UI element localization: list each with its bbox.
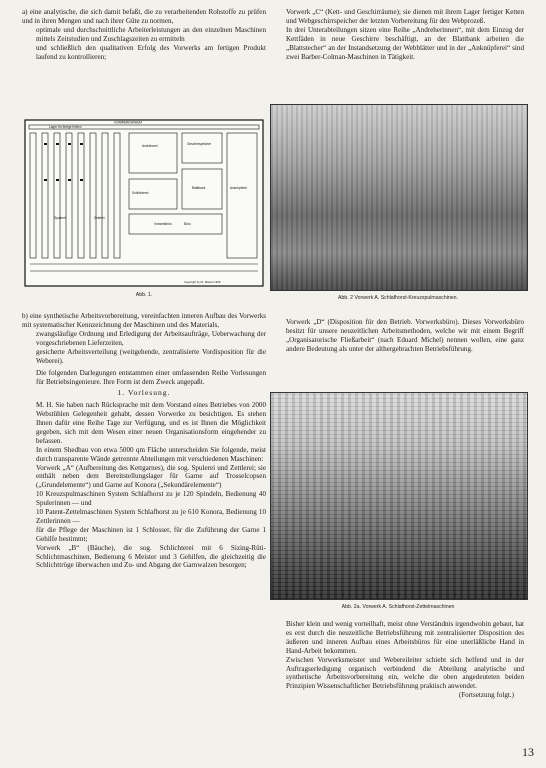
right-intro-block [272,8,524,61]
plan-label-vorwerkbuero: Vorwerkbüro [154,222,172,226]
item-a-2: optimale und durchschnittliche Arbeiterleistungen an den einzelnen Maschinen mittels Zeitstudien und Zuschlagszeiten zu ermitteln [36,25,266,43]
kreuzspul-line: 10 Kreuzspulmaschinen System Schlafhorst zu je 120 Spindeln, Bedienung 40 Spulerinnen — und [36,490,266,508]
plan-label-geschirrspeicher: Geschirrspeicher [187,142,212,146]
figure2a-photo [270,392,528,600]
right-closing-block [272,620,524,700]
item-b-3: gesicherte Arbeitsverteilung (weitgehende, zentralisierte Vordisposition für die Weberei). [36,347,266,365]
item-b: b) eine synthetische Arbeitsvorbereitung, vereinfachten inneren Aufbau des Vorwerks mit systematischer Kennzeichnung der Maschinen und des Materials, [22,312,266,329]
vorwerk-d-paragraph: Vorwerk „D“ (Disposition für den Betrieb. Vorwerksbüro). Dieses Vorwerksbüro besitzt für unsere neuzeitlichen Arbeitsmethoden, welche wir mit einem Begriff „Organisatorische Fließarbeit“ (nach Eduard Michel) nennen wollen, eine ganz andere Bedeutung als unter der althergebrachten Betriebsführung. [286,318,524,353]
floor-plan-figure [24,119,264,287]
lecture-title: 1. Vorlesung. [117,388,171,398]
lecture-p1: M. H. Sie haben nach Rücksprache mit dem Vorstand eines Betriebes von 2000 Webstühlen Gelegenheit gehabt, dessen Vorwerke zu besichtigen. Es stehen Ihnen dafür eine Reihe Tage zur Verfügung, und es ist Ihnen die Möglichkeit gegeben, sich mit dem Wesen einer neuen Organisationsform eingehender zu befassen. [36,401,266,445]
item-a-3: und schließlich den qualitativen Erfolg des Vorwerks am fertigen Produkt laufend zu kontrollieren; [36,43,266,61]
unterabteilungen-paragraph: In drei Unterabteilungen sitzen eine Reihe „Andreherinnen“, mit dem Einzug der Kettfäden in neue Geschirre beschäftigt, an der Blattbank arbeiten die „Blattstecher“ an der Instandsetzung der Webblätter und in der „Anknüpferei“ sind zwei Barber-Colman-Maschinen in Tätigkeit. [286,25,524,61]
item-b-2: zwangsläufige Ordnung und Erledigung der Arbeitsaufträge, Ueberwachung der vorgeschriebenen Lieferzeiten, [36,329,266,347]
plan-label-anknuepferei: Anknüpferei [230,186,248,190]
page-number: 13 [522,745,534,759]
vorwerk-b-paragraph: Vorwerk „B“ (Bäuche), die sog. Schlichterei mit 6 Sizing-Rüti-Schlichtmaschinen, Bedienung 6 Meister und 3 Gehilfen, die gleichzeitig die Schlichttröge überwachen und Zu- und Abgang der Garnwalzen besorgen; [36,543,266,570]
plan-label-zettelei: Zettelei [94,216,105,220]
figure2-photo [270,104,528,291]
vorwerk-c-paragraph: Vorwerk „C“ (Kett- und Geschirräume); sie dienen mit ihrem Lager fertiger Ketten und Webgeschirrspeicher der letzten Vorbereitung für den Webprozeß. [286,8,524,25]
plan-copyright: Copyright by Dr. Marian 1928 [184,280,221,284]
left-intro-block [22,8,266,61]
intro-paragraph: Die folgenden Darlegungen entstammen einer umfassenden Reihe Vorlesungen für Betriebsingenieure. Ihre Form ist dem Zweck angepaßt. [36,369,266,387]
lecture-p2: In einem Shedbau von etwa 5000 qm Fläche unterscheiden Sie folgende, meist durch transparente Wände getrennte Abteilungen mit verschiedenen Maschinen: [36,445,266,463]
figure1-caption: Abb. 1. [135,292,153,298]
left-main-block [22,312,266,570]
continuation-note: (Fortsetzung folgt.) [458,691,514,700]
pflege-line: für die Pflege der Maschinen ist 1 Schlosser, für die Zuführung der Garne 1 Gehilfe bestimmt; [36,525,266,543]
figure2a-caption: Abb. 2a. Vorwerk A. Schlafhorst-Zettelmaschinen [341,604,455,610]
bisher-paragraph: Bisher klein und wenig vorteilhaft, meist ohne Verständnis irgendwohin gebaut, hat es erst durch die neuzeitliche Betriebsführung mit zentralisierter Disposition des äußeren und inneren Aufbau eines Arbeitsbüros für eine unerläßliche Hand in Hand-Arbeit bekommen. [286,620,524,655]
figure2-caption: Abb. 2 Vorwerk A. Schlafhorst-Kreuzspulmaschinen. [338,295,458,301]
plan-label-lager: Lager für fertige Ketten [49,125,82,130]
plan-label-buero: Büro [184,222,191,226]
item-a: a) eine analytische, die sich damit befaßt, die zu verarbeitenden Rohstoffe zu prüfen und in ihren Mengen und nach ihrer Güte zu normen, [22,8,266,25]
plan-label-schlichterei: Schlichterei [132,191,149,195]
plan-label-blattbank: Blattbank [192,186,206,190]
zettel-line: 10 Patent-Zettelmaschinen System Schlafhorst zu je 610 Konora, Bedienung 10 Zettlerinnen — [36,508,266,525]
vorwerk-d-block [272,318,524,354]
zwischen-paragraph: Zwischen Vorwerksmeister und Webereileiter schiebt sich helfend und in der Auftragserledigung organisch verbindend die Abteilung analytische und synthetische Arbeitsvorbereitung ein, welche die oben angedeuteten beiden Prinzipien Wissenschaftlicher Betriebsführung praktisch anwendet. [286,655,524,691]
plan-label-andreherei: Andreherei [142,144,158,148]
plan-label-spulerei: Spulerei [54,216,66,220]
vorwerk-a-paragraph: Vorwerk „A“ (Aufbereitung des Kettgarnes), die sog. Spulerei und Zettlerei; sie enthält neben dem Bereitstellungslager für Garne auf Trosselcopsen („Grundelemente“) und Garne auf Konora („Sekundärelemente“) [36,463,266,490]
plan-label-vorwerksraum: VORWERKSRAUM [114,120,142,125]
